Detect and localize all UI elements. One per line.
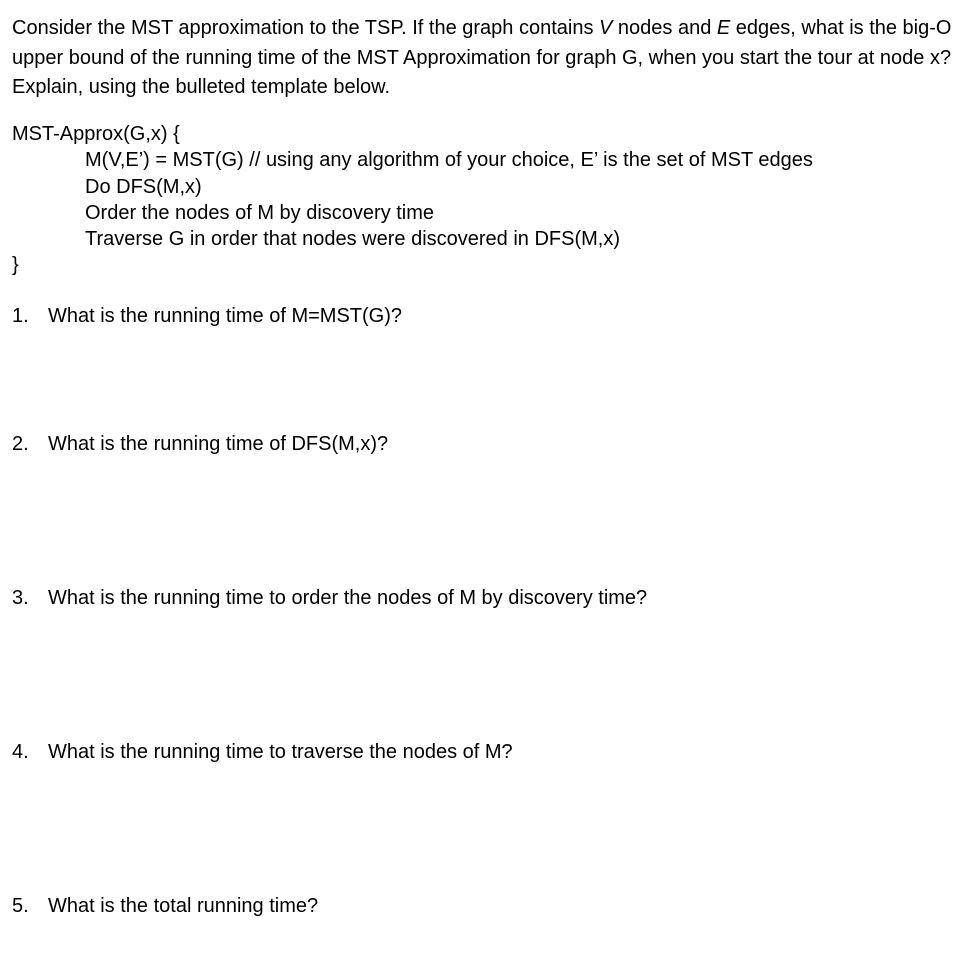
- question-text: What is the running time of M=MST(G)?: [48, 305, 403, 327]
- intro-paragraph: [12, 14, 967, 103]
- code-line: Do DFS(M,x): [85, 175, 202, 198]
- question-text: What is the running time to order the nodes of M by discovery time?: [48, 587, 648, 609]
- pseudocode-block: [12, 121, 813, 279]
- question-number: 1.: [12, 305, 29, 327]
- question-number: 4.: [12, 741, 29, 763]
- question-1: [12, 304, 402, 328]
- intro-e-var: E: [716, 17, 731, 39]
- question-number: 2.: [12, 433, 29, 455]
- intro-text-2: nodes and: [612, 17, 717, 39]
- question-number: 3.: [12, 587, 29, 609]
- question-5: [12, 894, 318, 918]
- code-line: Traverse G in order that nodes were discovered in DFS(M,x): [85, 228, 621, 251]
- code-line: Order the nodes of M by discovery time: [85, 201, 435, 224]
- question-number: 5.: [12, 895, 29, 917]
- question-text: What is the total running time?: [48, 895, 319, 917]
- code-line: M(V,E’) = MST(G) // using any algorithm of your choice, E’ is the set of MST edges: [85, 149, 813, 172]
- question-text: What is the running time to traverse the nodes of M?: [48, 741, 513, 763]
- code-footer: }: [12, 254, 19, 277]
- intro-v-var: V: [599, 17, 613, 39]
- question-text: What is the running time of DFS(M,x)?: [48, 433, 389, 455]
- code-header: MST-Approx(G,x) {: [12, 123, 180, 145]
- question-4: [12, 740, 513, 764]
- question-2: [12, 432, 388, 456]
- intro-text-3: edges, what is the big-O upper bound of the running time of the MST Approximation for graph G, when you start the tour at node x? Explain, using the bulleted template below.: [12, 17, 952, 98]
- question-3: [12, 586, 647, 610]
- intro-text-1: Consider the MST approximation to the TSP. If the graph contains: [12, 17, 600, 39]
